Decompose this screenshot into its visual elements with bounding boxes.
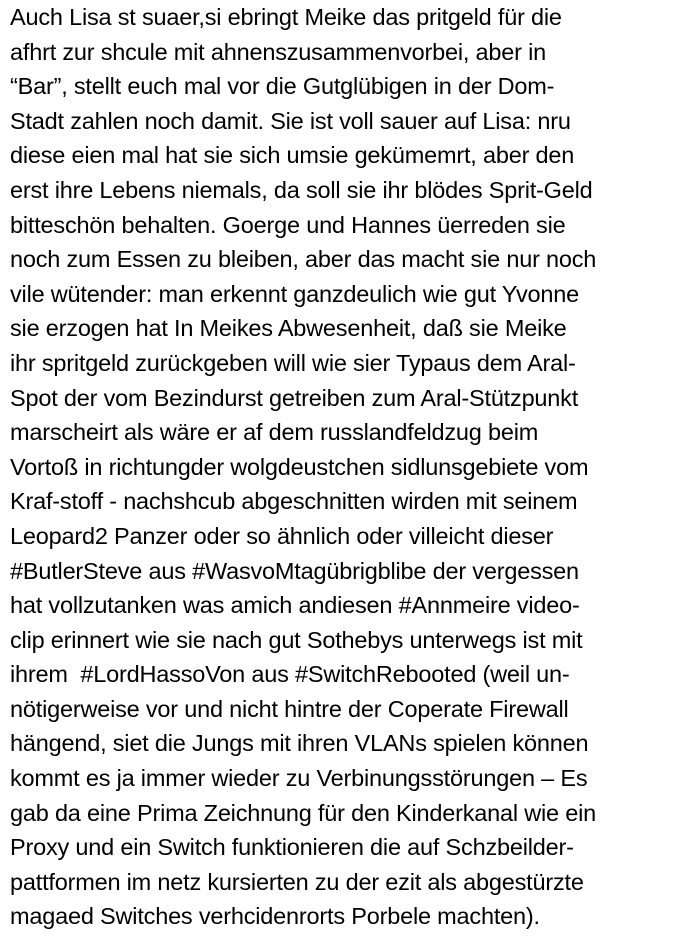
text-line-18: hat vollzutanken was amich andiesen #Annmeire video- bbox=[10, 592, 580, 619]
body-paragraph bbox=[10, 0, 680, 934]
text-line-26: pattformen im netz kursierten zu der ezit als abgestürzte bbox=[10, 868, 584, 895]
text-line-25: Proxy und ein Switch funktionieren die auf Schzbeilder- bbox=[10, 834, 574, 861]
text-line-21: nötigerweise vor und nicht hintre der Coperate Firewall bbox=[10, 695, 569, 722]
text-line-11: ihr spritgeld zurückgeben will wie sier Typaus dem Aral- bbox=[10, 349, 576, 376]
text-line-23: kommt es ja immer wieder zu Verbinungsstörungen – Es bbox=[10, 765, 588, 792]
text-line-27: magaed Switches verhcidenrorts Porbele machten). bbox=[10, 903, 540, 930]
text-line-19: clip erinnert wie sie nach gut Sothebys unterwegs ist mit bbox=[10, 626, 583, 653]
text-line-7: bitteschön behalten. Goerge und Hannes üerreden sie bbox=[10, 211, 566, 238]
text-line-10: sie erzogen hat In Meikes Abwesenheit, daß sie Meike bbox=[10, 315, 567, 342]
text-line-5: diese eien mal hat sie sich umsie gekümemrt, aber den bbox=[10, 142, 575, 169]
text-line-16: Leopard2 Panzer oder so ähnlich oder villeicht dieser bbox=[10, 522, 554, 549]
text-line-2: afhrt zur shcule mit ahnenszusammenvorbei, aber in bbox=[10, 38, 546, 65]
text-line-3: “Bar”, stellt euch mal vor die Gutglübigen in der Dom- bbox=[10, 73, 555, 100]
text-line-9: vile wütender: man erkennt ganzdeulich wie gut Yvonne bbox=[10, 280, 580, 307]
text-line-22: hängend, siet die Jungs mit ihren VLANs spielen können bbox=[10, 730, 589, 757]
text-line-6: erst ihre Lebens niemals, da soll sie ihr blödes Sprit-Geld bbox=[10, 176, 593, 203]
text-line-1: Auch Lisa st suaer,si ebringt Meike das pritgeld für die bbox=[10, 4, 562, 30]
text-line-17: #ButlerSteve aus #WasvoMtagübrigblibe der vergessen bbox=[10, 557, 579, 584]
text-line-13: marscheirt als wäre er af dem russlandfeldzug beim bbox=[10, 419, 539, 446]
text-line-8: noch zum Essen zu bleiben, aber das macht sie nur noch bbox=[10, 246, 597, 273]
text-line-14: Vortoß in richtungder wolgdeustchen sidlunsgebiete vom bbox=[10, 453, 589, 480]
text-line-12: Spot der vom Bezindurst getreiben zum Aral-Stützpunkt bbox=[10, 384, 579, 411]
text-line-15: Kraf-stoff - nachshcub abgeschnitten wirden mit seinem bbox=[10, 488, 578, 515]
text-line-24: gab da eine Prima Zeichnung für den Kinderkanal wie ein bbox=[10, 799, 597, 826]
text-line-4: Stadt zahlen noch damit. Sie ist voll sauer auf Lisa: nru bbox=[10, 107, 571, 134]
text-line-20: ihrem #LordHassoVon aus #SwitchRebooted (weil un- bbox=[10, 661, 570, 688]
